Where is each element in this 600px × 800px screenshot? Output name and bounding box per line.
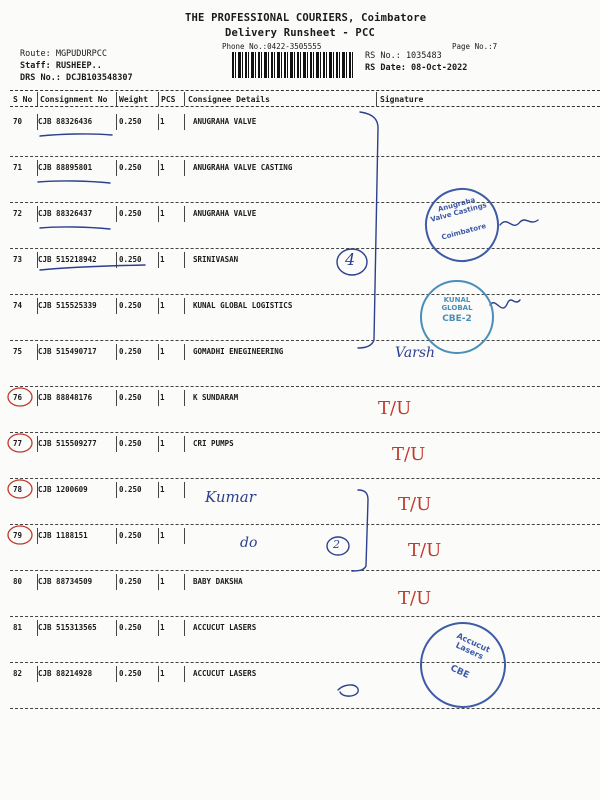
underline-mark — [40, 227, 110, 229]
row-consignment: CJB 88895801 — [38, 163, 93, 172]
tu-mark: T/U — [408, 540, 442, 561]
row-consignment: CJB 515313565 — [38, 623, 97, 632]
row-consignee: ANUGRAHA VALVE — [193, 209, 257, 218]
row-pcs: 1 — [160, 301, 165, 310]
handwritten-ditto: do — [240, 535, 258, 551]
row-consignment: CJB 88326436 — [38, 117, 93, 126]
drs-number: DRS No.: DCJB103548307 — [20, 73, 133, 83]
col-consignment: Consignment No — [40, 95, 108, 104]
row-consignee: K SUNDARAM — [193, 393, 239, 402]
stamp-text: CBE — [448, 663, 471, 681]
underline-mark — [40, 134, 112, 136]
row-consignment: CJB 515490717 — [38, 347, 97, 356]
red-circle-mark — [8, 480, 32, 498]
row-sno: 74 — [13, 301, 23, 310]
handwritten-count: 4 — [345, 250, 356, 269]
col-consignee: Consignee Details — [188, 95, 270, 104]
tu-mark: T/U — [392, 444, 426, 465]
row-consignee: ACCUCUT LASERS — [193, 669, 257, 678]
row-consignee: ACCUCUT LASERS — [193, 623, 257, 632]
row-weight: 0.250 — [119, 623, 142, 632]
row-pcs: 1 — [160, 485, 165, 494]
row-pcs: 1 — [160, 623, 165, 632]
row-sno: 76 — [13, 393, 23, 402]
row-sno: 71 — [13, 163, 23, 172]
row-consignee: ANUGRAHA VALVE CASTING — [193, 163, 293, 172]
row-pcs: 1 — [160, 669, 165, 678]
row-consignment: CJB 88326437 — [38, 209, 93, 218]
stamp-text: Accucut Lasers — [454, 631, 492, 662]
row-pcs: 1 — [160, 163, 165, 172]
row-pcs: 1 — [160, 531, 165, 540]
row-weight: 0.250 — [119, 117, 142, 126]
tu-mark: T/U — [398, 494, 432, 515]
row-pcs: 1 — [160, 577, 165, 586]
stamp-text: CBE-2 — [442, 314, 472, 324]
col-signature: Signature — [380, 95, 424, 104]
row-consignee: KUNAL GLOBAL LOGISTICS — [193, 301, 293, 310]
row-consignee: ANUGRAHA VALVE — [193, 117, 257, 126]
row-pcs: 1 — [160, 439, 165, 448]
company-name: THE PROFESSIONAL COURIERS, Coimbatore — [185, 12, 427, 24]
row-weight: 0.250 — [119, 669, 142, 678]
row-consignee: SRINIVASAN — [193, 255, 239, 264]
handwritten-name: Kumar — [205, 488, 256, 506]
underline-mark — [38, 181, 110, 183]
row-sno: 79 — [13, 531, 23, 540]
row-weight: 0.250 — [119, 347, 142, 356]
row-pcs: 1 — [160, 347, 165, 356]
row-sno: 72 — [13, 209, 23, 218]
red-circle-mark — [8, 526, 32, 544]
row-weight: 0.250 — [119, 577, 142, 586]
row-consignee: CRI PUMPS — [193, 439, 234, 448]
underline-mark — [40, 265, 145, 270]
row-pcs: 1 — [160, 209, 165, 218]
phone-number: Phone No.:0422-3505555 — [222, 42, 322, 51]
rs-number: RS No.: 1035483 — [365, 51, 442, 61]
row-consignment: CJB 88214928 — [38, 669, 93, 678]
row-consignment: CJB 88848176 — [38, 393, 93, 402]
row-weight: 0.250 — [119, 439, 142, 448]
row-sno: 73 — [13, 255, 23, 264]
row-sno: 80 — [13, 577, 23, 586]
row-consignment: CJB 515218942 — [38, 255, 97, 264]
document-title: Delivery Runsheet - PCC — [225, 27, 375, 39]
col-sno: S No — [13, 95, 33, 104]
route: Route: MGPUDURPCC — [20, 49, 107, 59]
row-weight: 0.250 — [119, 393, 142, 402]
stamp-text: KUNAL GLOBAL — [441, 296, 473, 312]
col-pcs: PCS — [161, 95, 176, 104]
red-circle-mark — [8, 434, 32, 452]
company-stamp-kunal — [420, 280, 494, 354]
row-pcs: 1 — [160, 117, 165, 126]
row-consignment: CJB 515509277 — [38, 439, 97, 448]
row-weight: 0.250 — [119, 301, 142, 310]
col-weight: Weight — [119, 95, 148, 104]
bracket-mark — [358, 112, 378, 348]
row-pcs: 1 — [160, 393, 165, 402]
red-circle-mark — [8, 388, 32, 406]
row-sno: 77 — [13, 439, 23, 448]
stamp-text: Coimbatore — [440, 221, 487, 242]
row-consignment: CJB 1188151 — [38, 531, 88, 540]
row-sno: 70 — [13, 117, 23, 126]
staff: Staff: RUSHEEP.. — [20, 61, 102, 71]
stamp-text: Anugraha Valve Castings — [429, 195, 488, 224]
row-consignee: BABY DAKSHA — [193, 577, 243, 586]
handwritten-count: 2 — [333, 538, 340, 551]
row-weight: 0.250 — [119, 209, 142, 218]
row-sno: 81 — [13, 623, 23, 632]
row-weight: 0.250 — [119, 485, 142, 494]
tu-mark: T/U — [378, 398, 412, 419]
signature-scribble — [338, 685, 358, 696]
row-weight: 0.250 — [119, 163, 142, 172]
row-sno: 75 — [13, 347, 23, 356]
row-consignee: GOMADHI ENEGINEERING — [193, 347, 284, 356]
row-consignment: CJB 515525339 — [38, 301, 97, 310]
bracket-mark — [352, 490, 368, 571]
signature-scribble — [490, 300, 520, 308]
handwritten-signature: Varsh — [395, 345, 436, 361]
row-pcs: 1 — [160, 255, 165, 264]
row-sno: 78 — [13, 485, 23, 494]
page-number: Page No.:7 — [452, 42, 498, 51]
row-consignment: CJB 88734509 — [38, 577, 93, 586]
tu-mark: T/U — [398, 588, 432, 609]
row-sno: 82 — [13, 669, 23, 678]
row-weight: 0.250 — [119, 255, 142, 264]
row-weight: 0.250 — [119, 531, 142, 540]
row-consignment: CJB 1200609 — [38, 485, 88, 494]
signature-scribble — [500, 220, 538, 225]
rs-date: RS Date: 08-Oct-2022 — [365, 63, 468, 73]
